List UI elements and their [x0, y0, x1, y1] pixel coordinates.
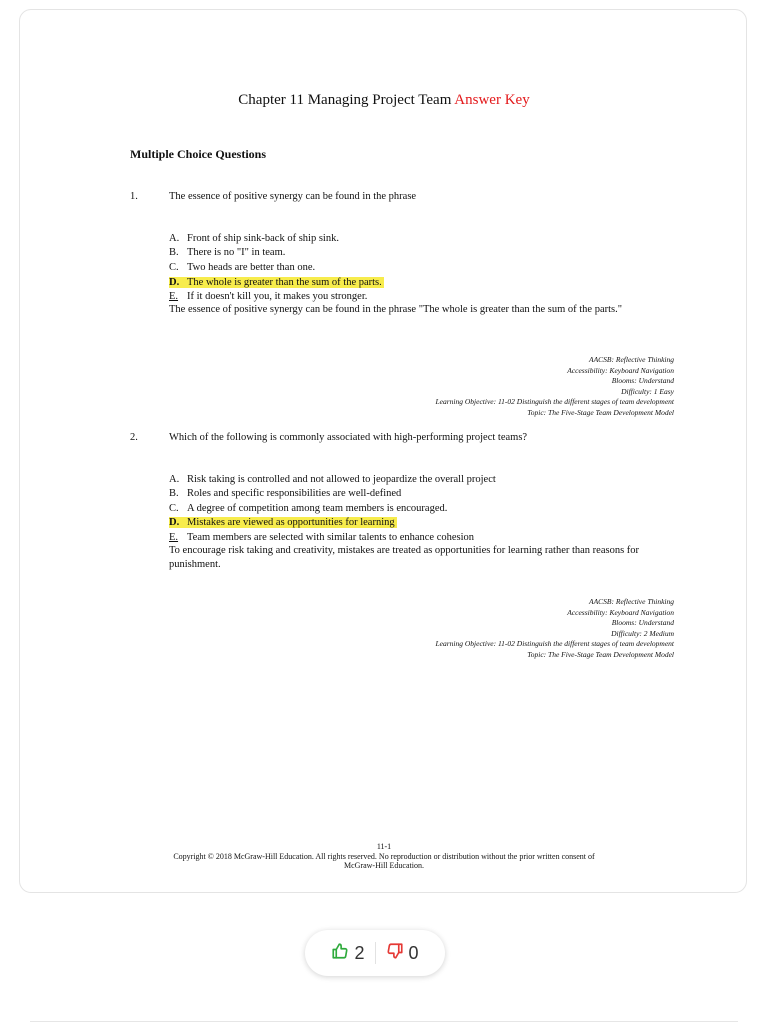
option-e [169, 531, 474, 545]
option-d-correct [169, 276, 384, 290]
option-letter: E. [169, 532, 179, 543]
page-title [20, 92, 748, 109]
document-page [19, 9, 747, 893]
meta-aacsb: AACSB: Reflective Thinking [589, 355, 674, 364]
option-b [169, 246, 285, 260]
downvote-count: 0 [408, 942, 419, 963]
option-text: Mistakes are viewed as opportunities for learning [187, 517, 395, 528]
thumbs-up-icon [331, 942, 349, 965]
question-number: 1. [130, 191, 138, 202]
option-c [169, 502, 447, 516]
page-footer [20, 842, 748, 871]
copyright-line-1: Copyright © 2018 McGraw-Hill Education. All rights reserved. No reproduction or distribution without the prior written consent of [173, 851, 595, 861]
question-text: Which of the following is commonly associated with high-performing project teams? [169, 432, 528, 443]
meta-accessibility: Accessibility: Keyboard Navigation [567, 607, 674, 617]
question-metadata [436, 355, 675, 419]
meta-topic: Topic: The Five-Stage Team Development Model [527, 407, 674, 417]
option-text: Front of ship sink-back of ship sink. [187, 233, 339, 244]
upvote-button[interactable] [325, 942, 370, 965]
upvote-count: 2 [354, 942, 365, 963]
meta-difficulty: Difficulty: 2 Medium [611, 628, 674, 638]
meta-difficulty: Difficulty: 1 Easy [621, 386, 674, 396]
vote-divider [375, 942, 376, 964]
option-b [169, 487, 401, 501]
option-c [169, 261, 315, 275]
downvote-button[interactable] [380, 942, 425, 965]
option-letter: C. [169, 503, 179, 514]
option-a [169, 232, 339, 246]
meta-accessibility: Accessibility: Keyboard Navigation [567, 365, 674, 375]
page-number: 11-1 [376, 842, 392, 851]
answer-explanation: To encourage risk taking and creativity, mistakes are treated as opportunities for learning rather than reasons for punishment. [169, 545, 640, 570]
meta-blooms: Blooms: Understand [611, 618, 674, 628]
option-letter: A. [169, 233, 180, 244]
option-letter: D. [169, 277, 180, 288]
thumbs-down-icon [386, 942, 404, 965]
option-text: Two heads are better than one. [187, 262, 316, 273]
option-letter: A. [169, 474, 180, 485]
meta-learning-objective: Learning Objective: 11-02 Distinguish the different stages of team development [435, 639, 674, 649]
section-heading: Multiple Choice Questions [130, 147, 267, 161]
option-text: Risk taking is controlled and not allowed to jeopardize the overall project [187, 474, 496, 485]
option-e [169, 290, 367, 304]
option-letter: E. [169, 291, 179, 302]
meta-blooms: Blooms: Understand [611, 376, 674, 386]
option-letter: B. [169, 247, 179, 258]
divider [30, 1021, 738, 1022]
option-text: Roles and specific responsibilities are well-defined [187, 488, 402, 499]
option-text: If it doesn't kill you, it makes you stronger. [187, 291, 368, 302]
question-metadata [436, 597, 675, 661]
answer-explanation: The essence of positive synergy can be found in the phrase "The whole is greater than the sum of the parts." [169, 304, 623, 315]
question-text: The essence of positive synergy can be found in the phrase [169, 191, 417, 202]
meta-topic: Topic: The Five-Stage Team Development Model [527, 649, 674, 659]
option-d-correct [169, 516, 397, 530]
meta-aacsb: AACSB: Reflective Thinking [589, 597, 674, 606]
option-text: There is no "I" in team. [187, 247, 286, 258]
meta-learning-objective: Learning Objective: 11-02 Distinguish the different stages of team development [435, 397, 674, 407]
option-letter: B. [169, 488, 179, 499]
copyright-line-2: McGraw-Hill Education. [344, 861, 424, 870]
option-text: Team members are selected with similar talents to enhance cohesion [187, 532, 475, 543]
option-letter: C. [169, 262, 179, 273]
option-letter: D. [169, 517, 180, 528]
title-accent: Answer Key [454, 92, 530, 108]
vote-widget [305, 930, 445, 976]
title-main: Chapter 11 Managing Project Team [238, 92, 452, 108]
option-text: The whole is greater than the sum of the parts. [187, 277, 382, 288]
option-a [169, 473, 496, 487]
option-text: A degree of competition among team members is encouraged. [187, 503, 448, 514]
question-number: 2. [130, 432, 138, 443]
